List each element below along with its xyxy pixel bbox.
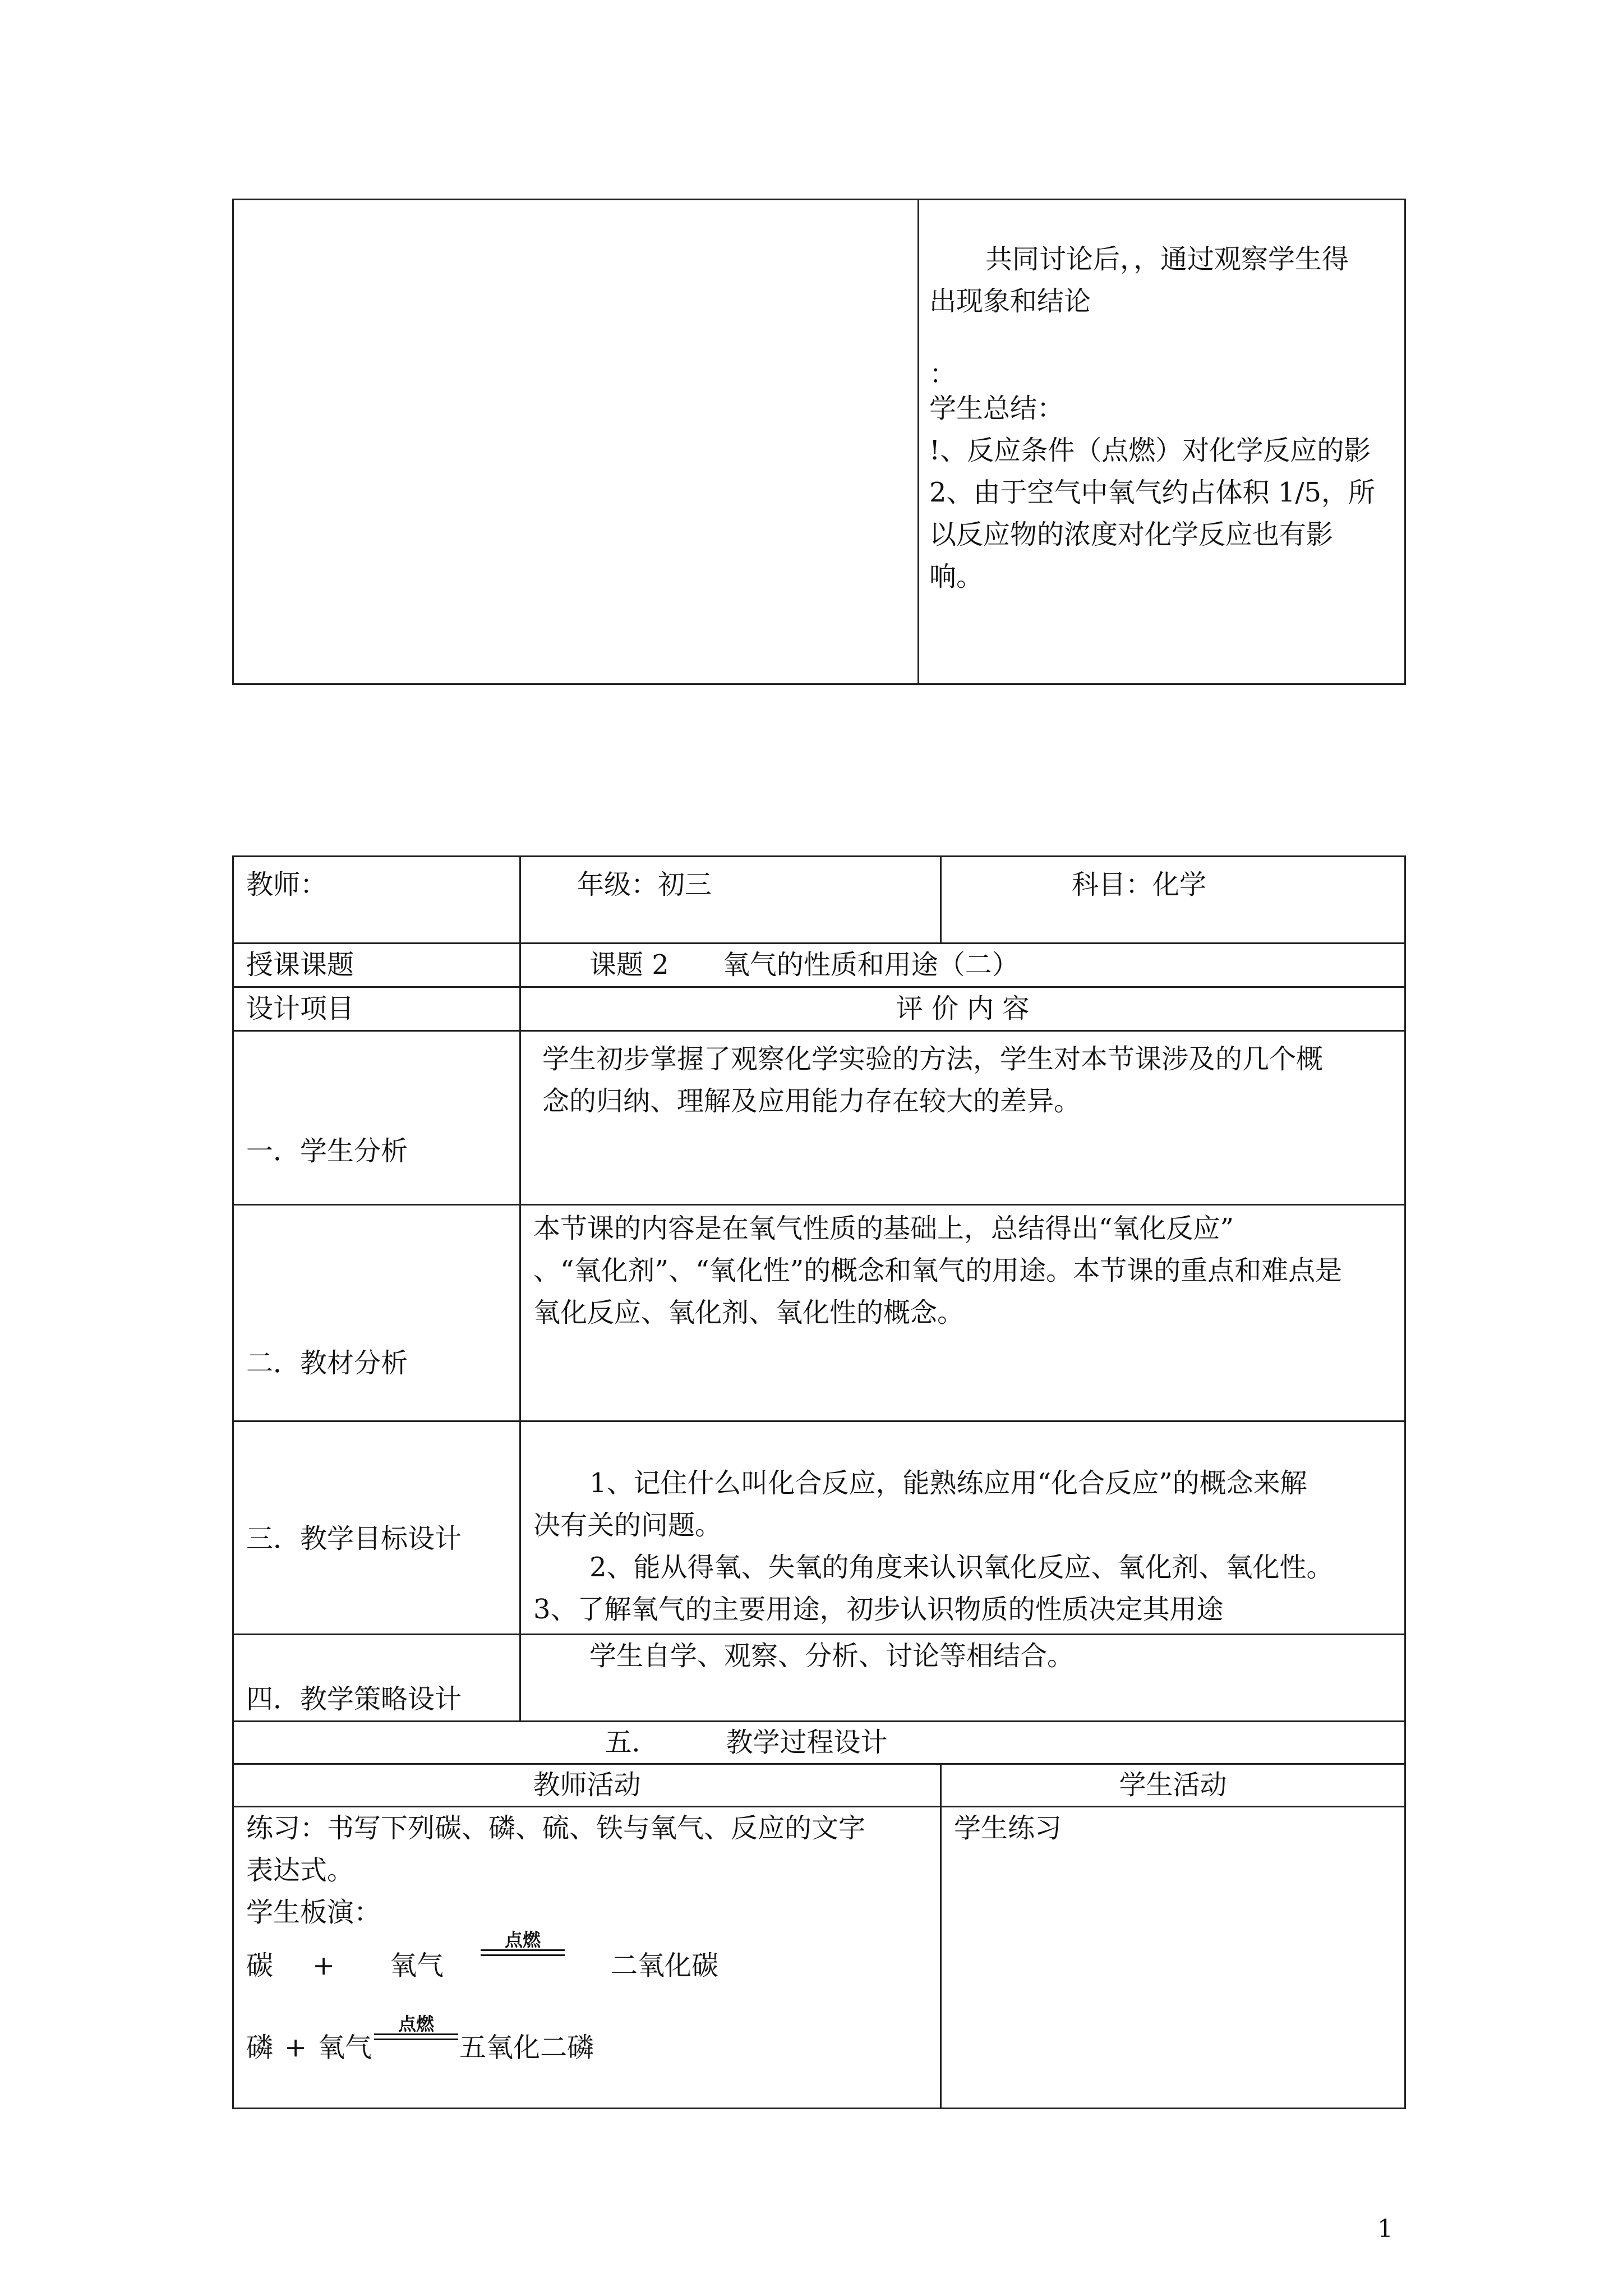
grade-label: 年级：初三 — [577, 869, 712, 900]
text-line: 念的归纳、理解及应用能力存在较大的差异。 — [542, 1085, 1081, 1117]
reactant: 碳 — [246, 1950, 274, 1981]
section-label-cell — [233, 1421, 520, 1635]
student-activity-text: 学生练习 — [954, 1812, 1062, 1844]
section-label-material-analysis: 二．教材分析 — [246, 1347, 408, 1379]
plus-sign: + — [284, 2032, 307, 2063]
section-label-teaching-goals: 三．教学目标设计 — [246, 1523, 462, 1554]
process-title-cell — [233, 1722, 1405, 1764]
teacher-cell — [233, 857, 520, 944]
section-label-cell — [233, 1205, 520, 1421]
teacher-activity-cell — [233, 1807, 941, 2109]
text-line: !、反应条件（点燃）对化学反应的影 — [929, 435, 1371, 466]
section-label-strategy: 四．教学策略设计 — [246, 1683, 462, 1715]
teacher-label: 教师： — [246, 869, 328, 900]
text-line: 3、了解氧气的主要用途，初步认识物质的性质决定其用途 — [533, 1594, 1224, 1625]
condition-label: 点燃 — [398, 2013, 434, 2035]
text-line: 2、能从得氧、失氧的角度来认识氧化反应、氧化剂、氧化性。 — [589, 1552, 1334, 1583]
topic-value-cell — [520, 944, 1405, 987]
text-line: 1、记住什么叫化合反应，能熟练应用“化合反应”的概念来解 — [589, 1467, 1307, 1499]
equation-carbon — [246, 1929, 928, 2023]
page-number: 1 — [1377, 2215, 1393, 2243]
eval-label-cell — [520, 987, 1405, 1031]
text-line: 共同讨论后，，通过观察学生得 — [985, 243, 1349, 275]
student-activity-header — [941, 1764, 1405, 1807]
teacher-activity-header — [233, 1764, 941, 1807]
plus-sign: + — [312, 1950, 335, 1981]
grade-cell — [520, 857, 941, 944]
topic-label: 授课课题 — [246, 949, 354, 981]
text-line: 决有关的问题。 — [533, 1510, 722, 1541]
subject-cell — [941, 857, 1405, 944]
section-label-student-analysis: 一．学生分析 — [246, 1135, 408, 1167]
continued-table — [232, 199, 1406, 685]
student-activity-label: 学生活动 — [1119, 1769, 1227, 1801]
text-line: 本节课的内容是在氧气性质的基础上，总结得出“氧化反应” — [533, 1213, 1234, 1244]
text-line: 2、由于空气中氧气约占体积 1/5，所 — [929, 477, 1376, 508]
text-line: 学生总结： — [929, 393, 1064, 424]
reactant: 磷 — [246, 2032, 274, 2063]
design-label: 设计项目 — [246, 993, 354, 1024]
teacher-activity-label: 教师活动 — [533, 1769, 641, 1801]
condition-label: 点燃 — [504, 1929, 541, 1950]
text-line: 、“氧化剂”、“氧化性”的概念和氧气的用途。本节课的重点和难点是 — [533, 1255, 1343, 1286]
text-line — [929, 323, 1392, 361]
section-content-cell — [520, 1031, 1405, 1205]
subject-label: 科目：化学 — [1072, 869, 1207, 900]
student-summary-cell — [919, 200, 1405, 684]
section-label-cell — [233, 1031, 520, 1205]
text-line: 以反应物的浓度对化学反应也有影 — [929, 519, 1334, 550]
topic-label-cell — [233, 944, 520, 987]
text-line: 氧化反应、氧化剂、氧化性的概念。 — [533, 1297, 965, 1328]
text-line: 练习：书写下列碳、磷、硫、铁与氧气、反应的文字 — [246, 1812, 866, 1844]
student-activity-cell — [941, 1807, 1405, 2109]
process-title: 五． 教学过程设计 — [605, 1727, 888, 1758]
section-label-cell — [233, 1635, 520, 1722]
product: 五氧化二磷 — [459, 2032, 594, 2063]
section-content-cell — [520, 1205, 1405, 1421]
reactant: 氧气 — [318, 2032, 372, 2063]
eval-label: 评 价 内 容 — [896, 993, 1030, 1024]
empty-teacher-cell — [233, 200, 919, 684]
product: 二氧化碳 — [611, 1950, 719, 1981]
text-line: 表达式。 — [246, 1855, 354, 1886]
topic-value: 课题 2 氧气的性质和用途（二） — [589, 949, 1019, 981]
reaction-condition-arrow — [481, 1930, 565, 1956]
section-content-cell — [520, 1421, 1405, 1635]
equation-phosphorus — [246, 2013, 928, 2091]
reactant: 氧气 — [390, 1950, 444, 1981]
section-content-cell — [520, 1635, 1405, 1722]
text-line: 学生自学、观察、分析、讨论等相结合。 — [589, 1640, 1075, 1672]
lesson-plan-table — [232, 855, 1406, 2109]
text-line: 学生初步掌握了观察化学实验的方法，学生对本节课涉及的几个概 — [542, 1043, 1324, 1075]
text-line: 学生板演： — [246, 1897, 381, 1928]
reaction-condition-arrow — [374, 2014, 458, 2040]
design-label-cell — [233, 987, 520, 1031]
text-line: 响。 — [929, 561, 984, 592]
text-line: 出现象和结论 — [929, 286, 1091, 317]
text-line: ： — [929, 361, 957, 388]
